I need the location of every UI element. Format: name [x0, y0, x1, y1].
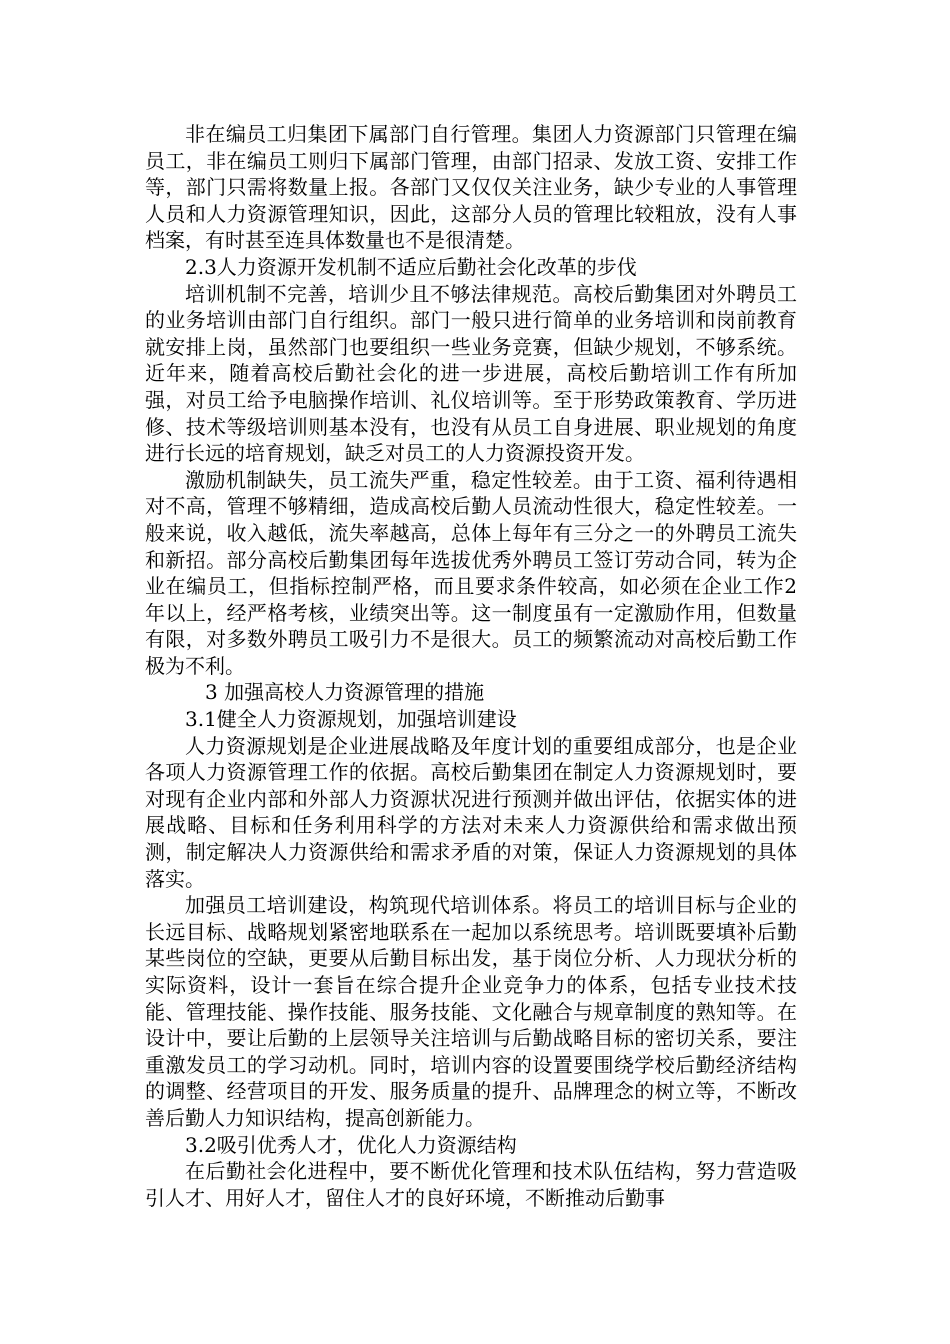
- section-heading-3: 3 加强高校人力资源管理的措施: [205, 680, 485, 705]
- paragraph-training-system: 加强员工培训建设，构筑现代培训体系。将员工的培训目标与企业的长远目标、战略规划紧密地联系在一起加以系统思考。培训既要填补后勤某些岗位的空缺，更要从后勤目标出发，基于岗位分析、人力现状分析的实际资料，设计一套旨在综合提升企业竞争力的体系，包括专业技术技能、管理技能、操作技能、服务技能、文化融合与规章制度的熟知等。在设计中，要让后勤的上层领导关注培训与后勤战略目标的密切关系，要注重激发员工的学习动机。同时，培训内容的设置要围绕学校后勤经济结构的调整、经营项目的开发、服务质量的提升、品牌理念的树立等，不断改善后勤人力知识结构，提高创新能力。: [145, 893, 797, 1130]
- paragraph-training-mechanism: 培训机制不完善，培训少且不够法律规范。高校后勤集团对外聘员工的业务培训由部门自行组织。部门一般只进行简单的业务培训和岗前教育就安排上岗，虽然部门也要组织一些业务竞赛，但缺少规划，不够系统。近年来，随着高校后勤社会化的进一步进展，高校后勤培训工作有所加强，对员工给予电脑操作培训、礼仪培训等。至于形势政策教育、学历进修、技术等级培训则基本没有，也没有从员工自身进展、职业规划的角度进行长远的培育规划，缺乏对员工的人力资源投资开发。: [145, 281, 797, 466]
- paragraph-staff-management: 非在编员工归集团下属部门自行管理。集团人力资源部门只管理在编员工，非在编员工则归下属部门管理，由部门招录、发放工资、安排工作等，部门只需将数量上报。各部门又仅仅关注业务，缺少专业的人事管理人员和人力资源管理知识，因此，这部分人员的管理比较粗放，没有人事档案，有时甚至连具体数量也不是很清楚。: [145, 122, 797, 253]
- paragraph-hr-planning: 人力资源规划是企业进展战略及年度计划的重要组成部分，也是企业各项人力资源管理工作的依据。高校后勤集团在制定人力资源规划时，要对现有企业内部和外部人力资源状况进行预测并做出评估，依据实体的进展战略、目标和任务利用科学的方法对未来人力资源供给和需求做出预测，制定解决人力资源供给和需求矛盾的对策，保证人力资源规划的具体落实。: [145, 733, 797, 891]
- paragraph-talent-structure: 在后勤社会化进程中，要不断优化管理和技术队伍结构，努力营造吸引人才、用好人才，留住人才的良好环境，不断推动后勤事: [145, 1159, 797, 1210]
- section-heading-2-3: 2.3人力资源开发机制不适应后勤社会化改革的步伐: [185, 254, 637, 279]
- paragraph-incentive-mechanism: 激励机制缺失，员工流失严重，稳定性较差。由于工资、福利待遇相对不高，管理不够精细，造成高校后勤人员流动性很大，稳定性较差。一般来说，收入越低，流失率越高，总体上每年有三分之一的外聘员工流失和新招。部分高校后勤集团每年选拔优秀外聘员工签订劳动合同，转为企业在编员工，但指标控制严格，而且要求条件较高，如必须在企业工作2年以上，经严格考核，业绩突出等。这一制度虽有一定激励作用，但数量有限，对多数外聘员工吸引力不是很大。员工的频繁流动对高校后勤工作极为不利。: [145, 467, 797, 678]
- section-heading-3-1: 3.1健全人力资源规划，加强培训建设: [185, 707, 517, 732]
- document-page: [145, 121, 797, 1211]
- section-heading-3-2: 3.2吸引优秀人才，优化人力资源结构: [185, 1132, 517, 1157]
